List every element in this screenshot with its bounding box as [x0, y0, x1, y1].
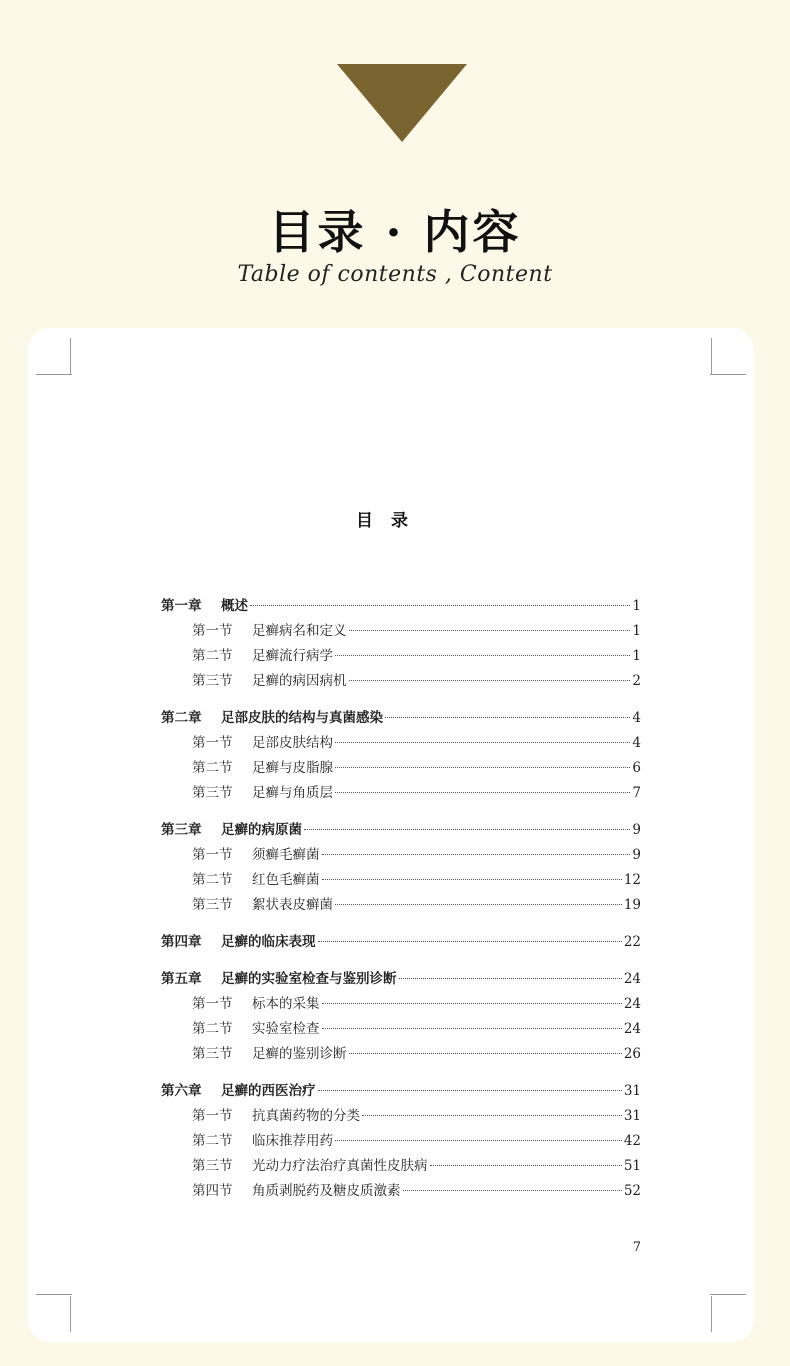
dot-leader [362, 1115, 622, 1116]
crop-mark-top-right [710, 338, 746, 374]
toc-entry-number: 第三节 [192, 1046, 233, 1062]
toc-section-row [161, 644, 641, 669]
toc-entry-number: 第三章 [161, 822, 202, 838]
toc-entry-number: 第四节 [192, 1183, 233, 1199]
dot-leader [335, 655, 630, 656]
toc-entry-title: 絮状表皮癣菌 [252, 897, 333, 913]
toc-entry-number: 第三节 [192, 785, 233, 801]
toc-section-row [161, 893, 641, 918]
toc-entry-number: 第六章 [161, 1083, 202, 1099]
toc-entry-number: 第一节 [192, 996, 233, 1012]
page-title: 目录 · 内容 [268, 205, 522, 259]
toc-entry-page: 19 [623, 897, 641, 913]
toc-section-row [161, 868, 641, 893]
dot-leader [322, 1003, 622, 1004]
toc-entry-number: 第一节 [192, 1108, 233, 1124]
toc-entry-title: 足癣的实验室检查与鉴别诊断 [221, 971, 397, 987]
dot-leader [430, 1165, 622, 1166]
toc-entry-page: 22 [623, 934, 641, 950]
dot-leader [349, 680, 631, 681]
toc-entry-number: 第二节 [192, 648, 233, 664]
dot-leader [385, 717, 630, 718]
toc-entry-page: 31 [623, 1108, 641, 1124]
toc-entry-number: 第一章 [161, 598, 202, 614]
toc-entry-number: 第三节 [192, 1158, 233, 1174]
toc-entry-page: 24 [623, 971, 641, 987]
toc-section-row [161, 1129, 641, 1154]
toc-entry-page: 26 [623, 1046, 641, 1062]
toc-list [161, 594, 641, 1204]
toc-section-row [161, 1104, 641, 1129]
toc-entry-page: 4 [632, 710, 641, 726]
toc-section-row [161, 731, 641, 756]
dot-leader [349, 630, 631, 631]
toc-chapter-row [161, 1079, 641, 1104]
toc-entry-number: 第二节 [192, 1133, 233, 1149]
toc-entry-page: 52 [623, 1183, 641, 1199]
toc-entry-title: 临床推荐用药 [252, 1133, 333, 1149]
dot-leader [318, 941, 622, 942]
dot-leader [318, 1090, 622, 1091]
page-number: 7 [632, 1240, 641, 1255]
toc-heading: 目录 [356, 511, 426, 531]
dot-leader [250, 605, 630, 606]
triangle-ornament [337, 64, 467, 142]
toc-entry-title: 足部皮肤的结构与真菌感染 [221, 710, 383, 726]
toc-section-row [161, 756, 641, 781]
toc-entry-number: 第五章 [161, 971, 202, 987]
toc-entry-title: 足癣的病因病机 [252, 673, 347, 689]
toc-entry-title: 足癣的临床表现 [221, 934, 316, 950]
toc-entry-number: 第二节 [192, 1021, 233, 1037]
toc-entry-page: 42 [623, 1133, 641, 1149]
toc-chapter-row [161, 930, 641, 955]
toc-entry-page: 31 [623, 1083, 641, 1099]
toc-entry-title: 足癣的鉴别诊断 [252, 1046, 347, 1062]
toc-entry-title: 抗真菌药物的分类 [252, 1108, 360, 1124]
dot-leader [349, 1053, 622, 1054]
page-subtitle: Table of contents , Content [237, 262, 553, 287]
dot-leader [304, 829, 630, 830]
toc-section-row [161, 669, 641, 694]
toc-section-row [161, 1179, 641, 1204]
toc-entry-page: 7 [632, 785, 641, 801]
toc-entry-page: 6 [632, 760, 641, 776]
crop-mark-bottom-right [710, 1296, 746, 1332]
toc-section-row [161, 992, 641, 1017]
toc-entry-page: 24 [623, 996, 641, 1012]
toc-entry-page: 51 [623, 1158, 641, 1174]
toc-entry-page: 24 [623, 1021, 641, 1037]
dot-leader [322, 879, 622, 880]
dot-leader [335, 904, 622, 905]
toc-chapter-row [161, 594, 641, 619]
dot-leader [335, 792, 630, 793]
dot-leader [399, 978, 622, 979]
toc-entry-page: 2 [632, 673, 641, 689]
toc-entry-title: 须癣毛癣菌 [252, 847, 320, 863]
toc-entry-title: 概述 [221, 598, 248, 614]
toc-entry-page: 1 [632, 648, 641, 664]
toc-entry-page: 9 [632, 822, 641, 838]
toc-entry-page: 9 [632, 847, 641, 863]
toc-chapter-row [161, 818, 641, 843]
toc-entry-title: 标本的采集 [252, 996, 320, 1012]
toc-entry-number: 第一节 [192, 735, 233, 751]
toc-entry-number: 第一节 [192, 623, 233, 639]
toc-section-row [161, 843, 641, 868]
toc-entry-title: 足部皮肤结构 [252, 735, 333, 751]
dot-leader [335, 742, 630, 743]
toc-section-row [161, 781, 641, 806]
toc-entry-title: 红色毛癣菌 [252, 872, 320, 888]
toc-entry-number: 第三节 [192, 673, 233, 689]
toc-entry-page: 12 [623, 872, 641, 888]
crop-mark-top-left [36, 338, 72, 374]
toc-entry-title: 实验室检查 [252, 1021, 320, 1037]
toc-entry-page: 1 [632, 623, 641, 639]
toc-section-row [161, 1154, 641, 1179]
toc-entry-number: 第二节 [192, 872, 233, 888]
toc-entry-title: 足癣的西医治疗 [221, 1083, 316, 1099]
toc-entry-title: 足癣病名和定义 [252, 623, 347, 639]
toc-entry-page: 1 [632, 598, 641, 614]
toc-entry-title: 光动力疗法治疗真菌性皮肤病 [252, 1158, 428, 1174]
toc-chapter-row [161, 706, 641, 731]
toc-entry-title: 角质剥脱药及糖皮质激素 [252, 1183, 401, 1199]
toc-entry-title: 足癣流行病学 [252, 648, 333, 664]
crop-mark-bottom-left [36, 1296, 72, 1332]
toc-page [28, 328, 754, 1342]
toc-entry-title: 足癣的病原菌 [221, 822, 302, 838]
toc-entry-number: 第二节 [192, 760, 233, 776]
toc-section-row [161, 619, 641, 644]
toc-section-row [161, 1042, 641, 1067]
toc-entry-page: 4 [632, 735, 641, 751]
toc-entry-number: 第四章 [161, 934, 202, 950]
toc-entry-number: 第三节 [192, 897, 233, 913]
toc-entry-title: 足癣与皮脂腺 [252, 760, 333, 776]
toc-entry-number: 第二章 [161, 710, 202, 726]
dot-leader [322, 854, 631, 855]
dot-leader [335, 767, 630, 768]
dot-leader [335, 1140, 622, 1141]
toc-chapter-row [161, 967, 641, 992]
toc-entry-number: 第一节 [192, 847, 233, 863]
dot-leader [403, 1190, 622, 1191]
toc-entry-title: 足癣与角质层 [252, 785, 333, 801]
toc-section-row [161, 1017, 641, 1042]
dot-leader [322, 1028, 622, 1029]
